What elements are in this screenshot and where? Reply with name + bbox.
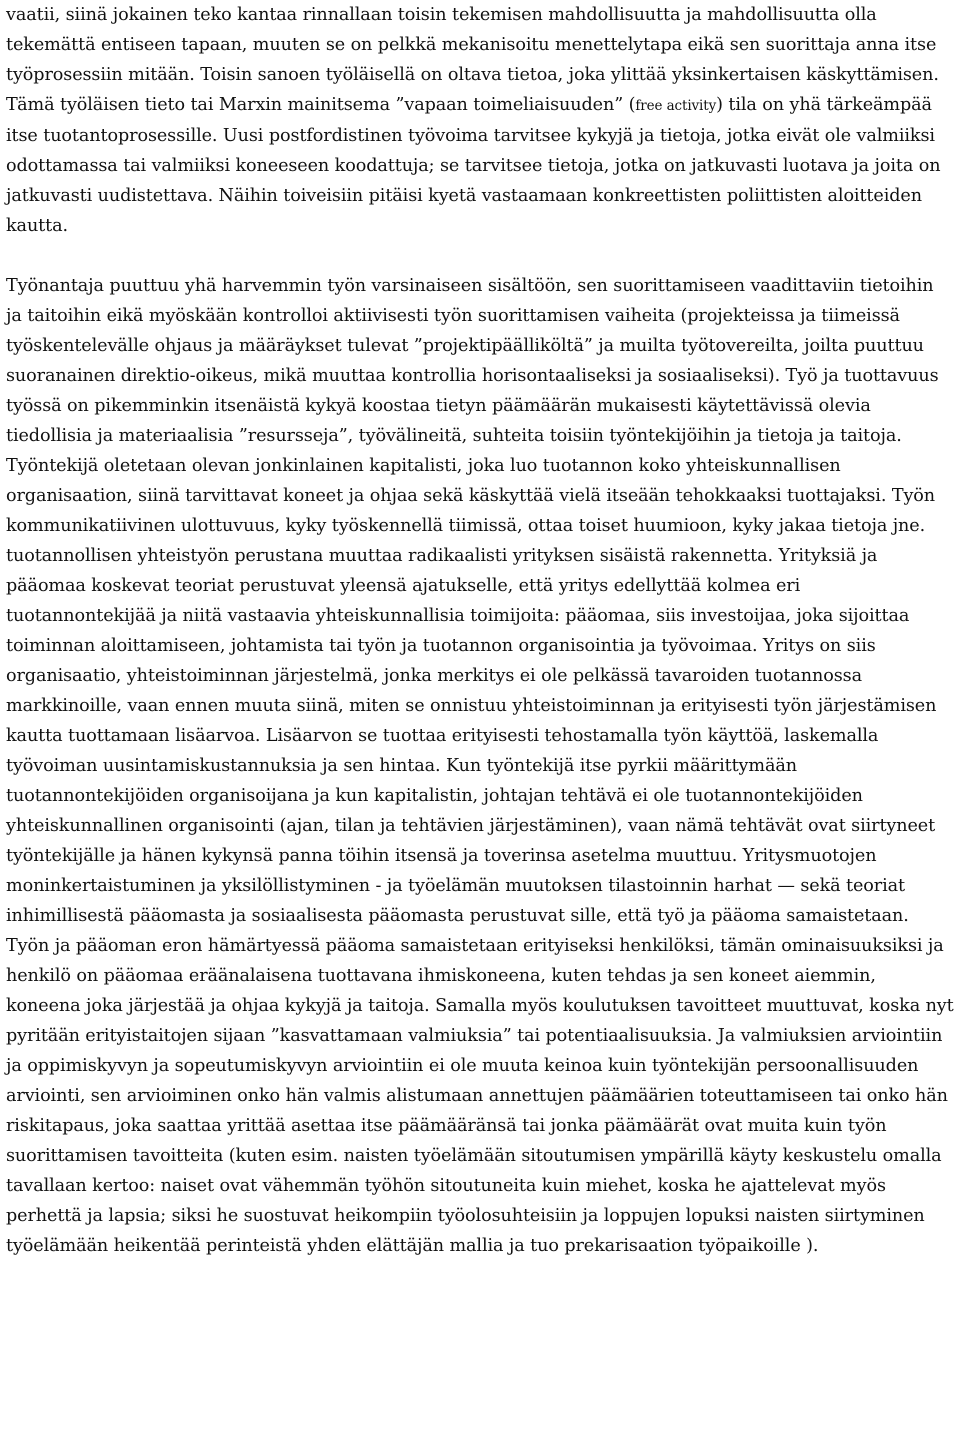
paragraph-2 — [6, 271, 954, 1261]
paragraph-1 — [6, 0, 954, 241]
paragraph-1-text-b: ) tila on yhä tärkeämpää itse tuotantoprosessille. Uusi postfordistinen työvoima tarvitsee kykyjä ja tietoja, jotka eivät ole valmiiksi odottamassa tai valmiiksi koneeseen koodattuja; se tarvitsee tietoja, jotka on jatkuvasti luotava ja joita on jatkuvasti uudistettava. Näihin toiveisiin pitäisi kyetä vastaamaan konkreettisten poliittisten aloitteiden kautta. — [6, 95, 941, 236]
paragraph-2-text: Työnantaja puuttuu yhä harvemmin työn varsinaiseen sisältöön, sen suorittamiseen vaadittaviin tietoihin ja taitoihin eikä myöskään kontrolloi aktiivisesti työn suorittamisen vaiheita (projekteissa ja tiimeissä työskentelevälle ohjaus ja määräykset tulevat ”projektipäälliköltä” ja muilta työtovereilta, joilta puuttuu suoranainen direktio-oikeus, mikä muuttaa kontrollia horisontaaliseksi ja sosiaaliseksi). Työ ja tuottavuus työssä on pikemminkin itsenäistä kykyä koostaa tietyn päämäärän mukaisesti käytettävissä olevia tiedollisia ja materiaalisia ”resursseja”, työvälineitä, suhteita toisiin työntekijöihin ja tietoja ja taitoja. Työntekijä oletetaan olevan jonkinlainen kapitalisti, joka luo tuotannon koko yhteiskunnallisen organisaation, siinä tarvittavat koneet ja ohjaa sekä käskyttää vielä itseään tehokkaaksi tuottajaksi. Työn kommunikatiivinen ulottuvuus, kyky työskennellä tiimissä, ottaa toiset huumioon, kyky jakaa tietoja jne. tuotannollisen yhteistyön perustana muuttaa radikaalisti yrityksen sisäistä rakennetta. Yrityksiä ja pääomaa koskevat teoriat perustuvat yleensä ajatukselle, että yritys edellyttää kolmea eri tuotannontekijää ja niitä vastaavia yhteiskunnallisia toimijoita: pääomaa, siis investoijaa, joka sijoittaa toiminnan aloittamiseen, johtamista tai työn ja tuotannon organisointia ja työvoimaa. Yritys on siis organisaatio, yhteistoiminnan järjestelmä, jonka merkitys ei ole pelkässä tavaroiden tuotannossa markkinoille, vaan ennen muuta siinä, miten se onnistuu yhteistoiminnan ja erityisesti työn järjestämisen kautta tuottamaan lisäarvoa. Lisäarvon se tuottaa erityisesti tehostamalla työn käyttöä, laskemalla työvoiman uusintamiskustannuksia ja sen hintaa. Kun työntekijä itse pyrkii määrittymään tuotannontekijöiden organisoijana ja kun kapitalistin, johtajan tehtävä ei ole tuotannontekijöiden yhteiskunnallinen organisointi (ajan, tilan ja tehtävien järjestäminen), vaan nämä tehtävät ovat siirtyneet työntekijälle ja hänen kykynsä panna töihin itsensä ja toverinsa asetelma muuttuu. Yritysmuotojen moninkertaistuminen ja yksilöllistyminen - ja työelämän muutoksen tilastoinnin harhat — sekä teoriat inhimillisestä pääomasta ja sosiaalisesta pääomasta perustuvat sille, että työ ja pääoma samaistetaan. Työn ja pääoman eron hämärtyessä pääoma samaistetaan erityiseksi henkilöksi, tämän ominaisuuksiksi ja henkilö on pääomaa eräänalaisena tuottavana ihmiskoneena, kuten tehdas ja sen koneet aiemmin, koneena joka järjestää ja ohjaa kykyjä ja taitoja. Samalla myös koulutuksen tavoitteet muuttuvat, koska nyt pyritään erityistaitojen sijaan ”kasvattamaan valmiuksia” tai potentiaalisuuksia. Ja valmiuksien arviointiin ja oppimiskyvyn ja sopeutumiskyvyn arviointiin ei ole muuta keinoa kuin työntekijän persoonallisuuden arviointi, sen arvioiminen onko hän valmis alistumaan annettujen päämäärien toteuttamiseen tai onko hän riskitapaus, joka saattaa yrittää asettaa itse päämääränsä tai jonka päämäärät ovat muita kuin työn suorittamisen tavoitteita (kuten esim. naisten työelämään sitoutumisen ympärillä käyty keskustelu omalla tavallaan kertoo: naiset ovat vähemmän työhön sitoutuneita kuin miehet, koska he ajattelevat myös perhettä ja lapsia; siksi he suostuvat heikompiin työolosuhteisiin ja loppujen lopuksi naisten siirtyminen työelämään heikentää perinteistä yhden elättäjän mallia ja tuo prekarisaation työpaikoille ). — [6, 276, 954, 1256]
paragraph-1-term-free-activity: free activity — [635, 98, 717, 114]
paragraph-1-text-a: vaatii, siinä jokainen teko kantaa rinnallaan toisin tekemisen mahdollisuutta ja mahdollisuutta olla tekemättä entiseen tapaan, muuten se on pelkkä mekanisoitu menettelytapa eikä sen suorittaja anna itse työprosessiin mitään. Toisin sanoen työläisellä on oltava tietoa, joka ylittää yksinkertaisen käskyttämisen. Tämä työläisen tieto tai Marxin mainitsema ”vapaan toimeliaisuuden” ( — [6, 5, 939, 115]
